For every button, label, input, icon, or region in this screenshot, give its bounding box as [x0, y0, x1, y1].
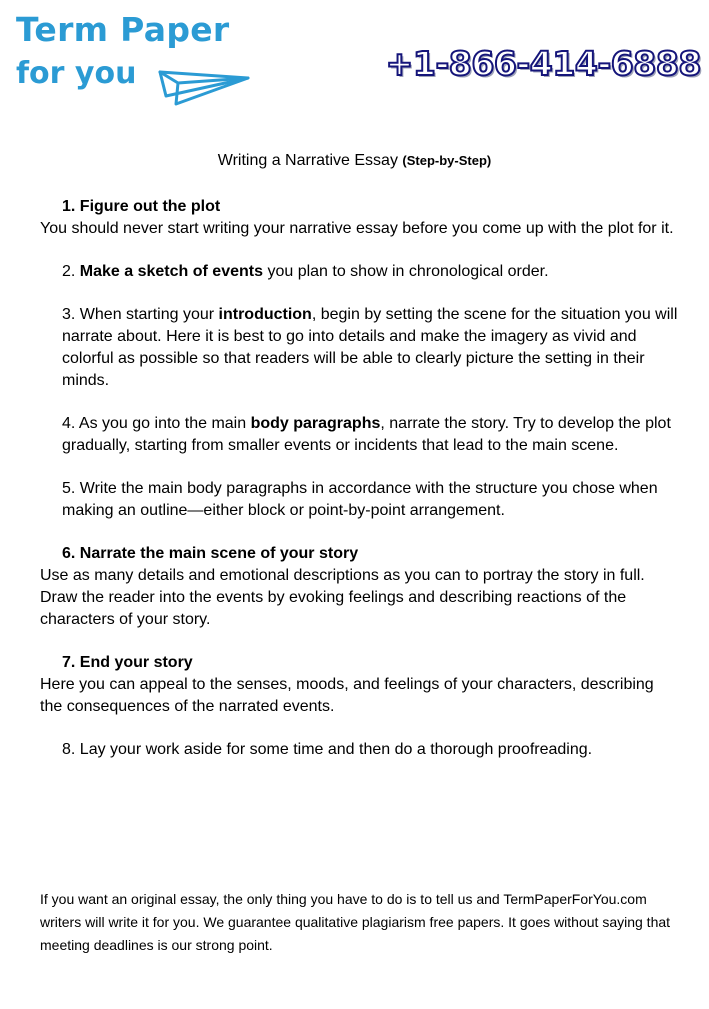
title-text: Writing a Narrative Essay [217, 152, 398, 169]
step-6-body: Use as many details and emotional descriptions as you can to portray the story in full. Draw the reader into the events by evoking feelings and describing reactions of the characters of your story. [40, 567, 645, 628]
step-7-body: Here you can appeal to the senses, moods, and feelings of your characters, describing the consequences of the narrated events. [40, 676, 654, 715]
step-8: 8. Lay your work aside for some time and then do a thorough proofreading. [62, 741, 593, 758]
page-title [0, 152, 709, 170]
step-7-heading: 7. End your story [62, 654, 193, 671]
logo[interactable] [16, 6, 256, 106]
step-3: 3. When starting your introduction, begin by setting the scene for the situation you will narrate about. Here it is best to go into details and make the imagery as vivid and colorful as possible so that readers will be able to clearly picture the setting in their minds. [62, 306, 678, 389]
logo-text-line1: Term Paper [16, 10, 230, 49]
step-4: 4. As you go into the main body paragraphs, narrate the story. Try to develop the plot gradually, starting from smaller events or incidents that lead to the main scene. [62, 415, 671, 454]
step-2: 2. Make a sketch of events you plan to show in chronological order. [62, 263, 549, 280]
paper-plane-icon [156, 58, 250, 106]
essay-steps [40, 196, 680, 761]
title-subtitle: (Step-by-Step) [402, 153, 492, 168]
phone-number[interactable]: +1-866-414-6888 [385, 44, 701, 83]
logo-text-line2: for you [16, 56, 137, 91]
step-1-heading: 1. Figure out the plot [62, 198, 221, 215]
step-5: 5. Write the main body paragraphs in accordance with the structure you chose when making an outline—either block or point-by-point arrangement. [62, 480, 658, 519]
footer-note: If you want an original essay, the only thing you have to do is to tell us and TermPaperForYou.com writers will write it for you. We guarantee qualitative plagiarism free papers. It goes without saying that meeting deadlines is our strong point. [40, 891, 671, 953]
step-1-body: You should never start writing your narrative essay before you come up with the plot for it. [40, 220, 674, 237]
step-6-heading: 6. Narrate the main scene of your story [62, 545, 359, 562]
